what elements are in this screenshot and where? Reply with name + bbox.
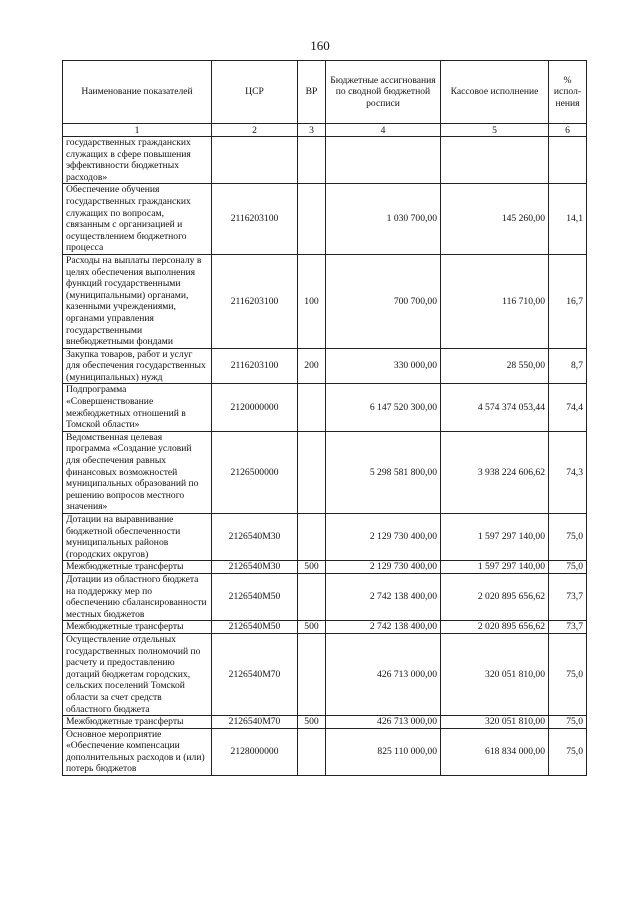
- csr-code: 2120000000: [212, 384, 298, 431]
- percent-value: 74,4: [549, 384, 587, 431]
- indicator-name: Осуществление отдельных государственных полномочий по расчету и предоставлению дотаций бюджетам городских, сельских поселений Томской области за счет средств областного бюджета: [63, 633, 212, 715]
- execution-value: [441, 137, 549, 184]
- header-execution: Кассовое исполнение: [441, 61, 549, 124]
- header-allocation: Бюджетные ассигнования по сводной бюджетной росписи: [326, 61, 441, 124]
- allocation-value: [326, 137, 441, 184]
- execution-value: 1 597 297 140,00: [441, 561, 549, 574]
- table-row: [63, 728, 587, 775]
- percent-value: 75,0: [549, 728, 587, 775]
- execution-value: 1 597 297 140,00: [441, 514, 549, 561]
- column-number-row: [63, 124, 587, 137]
- column-number: 1: [63, 124, 212, 137]
- indicator-name: Основное мероприятие «Обеспечение компенсации дополнительных расходов и (или) потерь бюджетов: [63, 728, 212, 775]
- percent-value: 75,0: [549, 633, 587, 715]
- allocation-value: 2 129 730 400,00: [326, 514, 441, 561]
- vr-code: [298, 728, 326, 775]
- header-percent: % испол-нения: [549, 61, 587, 124]
- column-number: 2: [212, 124, 298, 137]
- vr-code: 200: [298, 348, 326, 384]
- execution-value: 2 020 895 656,62: [441, 573, 549, 620]
- allocation-value: 330 000,00: [326, 348, 441, 384]
- percent-value: 75,0: [549, 514, 587, 561]
- vr-code: [298, 573, 326, 620]
- percent-value: [549, 137, 587, 184]
- table-header-row: [63, 61, 587, 124]
- table-row: [63, 348, 587, 384]
- column-number: 5: [441, 124, 549, 137]
- percent-value: 75,0: [549, 716, 587, 729]
- percent-value: 8,7: [549, 348, 587, 384]
- execution-value: 145 260,00: [441, 184, 549, 255]
- allocation-value: 5 298 581 800,00: [326, 431, 441, 513]
- indicator-name: Межбюджетные трансферты: [63, 716, 212, 729]
- header-csr: ЦСР: [212, 61, 298, 124]
- execution-value: 28 550,00: [441, 348, 549, 384]
- percent-value: 75,0: [549, 561, 587, 574]
- vr-code: 500: [298, 716, 326, 729]
- header-indicator-name: Наименование показателей: [63, 61, 212, 124]
- table-row: [63, 514, 587, 561]
- header-vr: ВР: [298, 61, 326, 124]
- allocation-value: 2 742 138 400,00: [326, 621, 441, 634]
- allocation-value: 825 110 000,00: [326, 728, 441, 775]
- csr-code: 2116203100: [212, 348, 298, 384]
- indicator-name: Межбюджетные трансферты: [63, 561, 212, 574]
- execution-value: 2 020 895 656,62: [441, 621, 549, 634]
- vr-code: [298, 514, 326, 561]
- execution-value: 320 051 810,00: [441, 716, 549, 729]
- column-number: 6: [549, 124, 587, 137]
- percent-value: 73,7: [549, 621, 587, 634]
- csr-code: 2128000000: [212, 728, 298, 775]
- allocation-value: 700 700,00: [326, 254, 441, 348]
- execution-value: 3 938 224 606,62: [441, 431, 549, 513]
- indicator-name: Расходы на выплаты персоналу в целях обеспечения выполнения функций государственными (муниципальными) органами, казенными учреждениями, органами управления государственными внебюджетными фондами: [63, 254, 212, 348]
- table-row: [63, 184, 587, 255]
- indicator-name: Дотации на выравнивание бюджетной обеспеченности муниципальных районов (городских округов): [63, 514, 212, 561]
- csr-code: [212, 137, 298, 184]
- table-row: [63, 633, 587, 715]
- column-number: 4: [326, 124, 441, 137]
- allocation-value: 426 713 000,00: [326, 633, 441, 715]
- table-row: [63, 137, 587, 184]
- vr-code: 100: [298, 254, 326, 348]
- table-row: [63, 561, 587, 574]
- execution-value: 320 051 810,00: [441, 633, 549, 715]
- percent-value: 14,1: [549, 184, 587, 255]
- vr-code: 500: [298, 621, 326, 634]
- csr-code: 2126540М30: [212, 514, 298, 561]
- percent-value: 16,7: [549, 254, 587, 348]
- percent-value: 73,7: [549, 573, 587, 620]
- indicator-name: Межбюджетные трансферты: [63, 621, 212, 634]
- vr-code: [298, 137, 326, 184]
- indicator-name: Дотации из областного бюджета на поддержку мер по обеспечению сбалансированности местных бюджетов: [63, 573, 212, 620]
- table-row: [63, 573, 587, 620]
- indicator-name: государственных гражданских служащих в сфере повышения эффективности бюджетных расходов»: [63, 137, 212, 184]
- budget-execution-table: [62, 60, 587, 776]
- csr-code: 2126540М30: [212, 561, 298, 574]
- vr-code: [298, 184, 326, 255]
- table-row: [63, 621, 587, 634]
- percent-value: 74,3: [549, 431, 587, 513]
- allocation-value: 6 147 520 300,00: [326, 384, 441, 431]
- table-row: [63, 384, 587, 431]
- indicator-name: Закупка товаров, работ и услуг для обеспечения государственных (муниципальных) нужд: [63, 348, 212, 384]
- allocation-value: 2 129 730 400,00: [326, 561, 441, 574]
- allocation-value: 1 030 700,00: [326, 184, 441, 255]
- page-number: 160: [310, 38, 330, 53]
- indicator-name: Ведомственная целевая программа «Создание условий для обеспечения равных финансовых возможностей муниципальных образований по решению вопросов местного значения»: [63, 431, 212, 513]
- csr-code: 2126540М70: [212, 716, 298, 729]
- csr-code: 2126540М50: [212, 573, 298, 620]
- csr-code: 2116203100: [212, 254, 298, 348]
- indicator-name: Обеспечение обучения государственных гражданских служащих по вопросам, связанным с организацией и осуществлением бюджетного процесса: [63, 184, 212, 255]
- vr-code: [298, 633, 326, 715]
- column-number: 3: [298, 124, 326, 137]
- csr-code: 2126500000: [212, 431, 298, 513]
- execution-value: 618 834 000,00: [441, 728, 549, 775]
- table-row: [63, 716, 587, 729]
- execution-value: 4 574 374 053,44: [441, 384, 549, 431]
- allocation-value: 426 713 000,00: [326, 716, 441, 729]
- allocation-value: 2 742 138 400,00: [326, 573, 441, 620]
- table-row: [63, 431, 587, 513]
- vr-code: [298, 431, 326, 513]
- vr-code: [298, 384, 326, 431]
- csr-code: 2126540М50: [212, 621, 298, 634]
- vr-code: 500: [298, 561, 326, 574]
- indicator-name: Подпрограмма «Совершенствование межбюджетных отношений в Томской области»: [63, 384, 212, 431]
- table-row: [63, 254, 587, 348]
- execution-value: 116 710,00: [441, 254, 549, 348]
- csr-code: 2116203100: [212, 184, 298, 255]
- csr-code: 2126540М70: [212, 633, 298, 715]
